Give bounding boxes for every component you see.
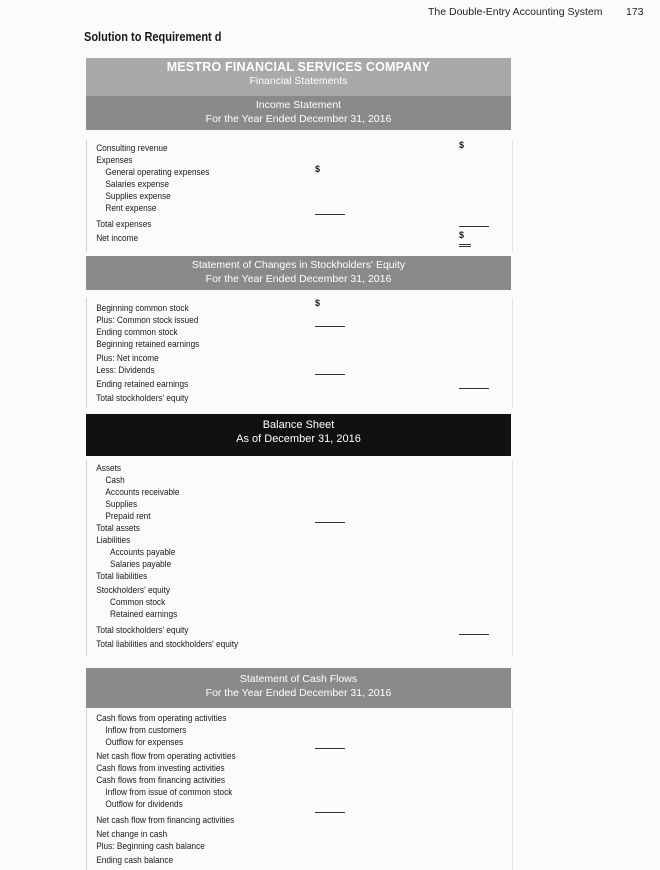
cash-flow-line: Outflow for expenses (105, 737, 184, 747)
cash-flow-line: Outflow for dividends (105, 799, 183, 809)
income-line: Total expenses (96, 219, 152, 229)
equity-statement-period: For the Year Ended December 31, 2016 (205, 273, 392, 285)
company-name: MESTRO FINANCIAL SERVICES COMPANY (166, 60, 431, 74)
section-title: Solution to Requirement d (84, 30, 222, 44)
income-statement-body (86, 140, 513, 252)
balance-line: Total stockholders' equity (96, 625, 189, 635)
balance-line: Total liabilities and stockholders' equity (96, 639, 239, 649)
income-line: Supplies expense (105, 191, 171, 201)
income-statement-period: For the Year Ended December 31, 2016 (205, 113, 392, 125)
income-statement-title: Income Statement (255, 99, 342, 111)
balance-sheet-title: Balance Sheet (262, 419, 335, 431)
subtotal-rule (315, 326, 345, 327)
balance-line: Accounts receivable (105, 487, 180, 497)
company-subtitle: Financial Statements (249, 75, 348, 87)
balance-line: Accounts payable (110, 547, 176, 557)
balance-line: Assets (96, 463, 122, 473)
subtotal-rule (315, 522, 345, 523)
dollar-sign: $ (315, 164, 321, 174)
equity-line: Beginning retained earnings (96, 339, 200, 349)
subtotal-rule (315, 812, 345, 813)
subtotal-rule (459, 388, 489, 389)
income-line: General operating expenses (105, 167, 210, 177)
subtotal-rule (315, 748, 345, 749)
cash-flow-line: Cash flows from investing activities (96, 763, 225, 773)
balance-line: Salaries payable (110, 559, 172, 569)
cash-flow-line: Plus: Beginning cash balance (96, 841, 205, 851)
balance-sheet-header (86, 414, 511, 456)
cash-flow-line: Inflow from issue of common stock (105, 787, 233, 797)
equity-statement-body (86, 298, 513, 408)
equity-line: Ending common stock (96, 327, 178, 337)
income-line: Net income (96, 233, 139, 243)
equity-line: Beginning common stock (96, 303, 189, 313)
income-statement-header (86, 96, 511, 130)
balance-line: Stockholders' equity (96, 585, 171, 595)
equity-line: Less: Dividends (96, 365, 155, 375)
balance-sheet-body (86, 460, 513, 656)
cash-flow-line: Cash flows from operating activities (96, 713, 227, 723)
page-number: 173 (626, 6, 644, 18)
subtotal-rule (315, 374, 345, 375)
equity-line: Total stockholders' equity (96, 393, 189, 403)
income-line: Salaries expense (105, 179, 169, 189)
income-line: Rent expense (105, 203, 157, 213)
balance-line: Prepaid rent (105, 511, 151, 521)
dollar-sign: $ (315, 298, 321, 308)
company-header-band (86, 58, 511, 100)
cash-flow-line: Net cash flow from operating activities (96, 751, 236, 761)
cash-flow-line: Net cash flow from financing activities (96, 815, 235, 825)
balance-line: Cash (105, 475, 125, 485)
equity-line: Plus: Net income (96, 353, 159, 363)
cash-flow-line: Net change in cash (96, 829, 168, 839)
subtotal-rule (315, 214, 345, 215)
equity-statement-title: Statement of Changes in Stockholders' Equity (191, 259, 406, 271)
equity-line: Plus: Common stock issued (96, 315, 199, 325)
cash-flow-line: Ending cash balance (96, 855, 174, 865)
subtotal-rule (459, 226, 489, 227)
equity-statement-header (86, 256, 511, 290)
income-line: Consulting revenue (96, 143, 168, 153)
equity-line: Ending retained earnings (96, 379, 189, 389)
double-underline (459, 244, 471, 247)
cash-flows-header (86, 668, 511, 708)
cash-flows-title: Statement of Cash Flows (239, 673, 358, 685)
dollar-sign: $ (459, 140, 465, 150)
balance-line: Total liabilities (96, 571, 148, 581)
cash-flows-body (86, 710, 513, 870)
dollar-sign: $ (459, 230, 465, 240)
balance-sheet-period: As of December 31, 2016 (236, 433, 361, 445)
balance-line: Total assets (96, 523, 140, 533)
cash-flow-line: Cash flows from financing activities (96, 775, 226, 785)
subtotal-rule (459, 634, 489, 635)
cash-flow-line: Inflow from customers (105, 725, 187, 735)
balance-line: Common stock (110, 597, 166, 607)
income-line: Expenses (96, 155, 133, 165)
balance-line: Retained earnings (110, 609, 178, 619)
cash-flows-period: For the Year Ended December 31, 2016 (205, 687, 392, 699)
running-header-title: The Double-Entry Accounting System (428, 6, 603, 18)
balance-line: Liabilities (96, 535, 131, 545)
balance-line: Supplies (105, 499, 138, 509)
